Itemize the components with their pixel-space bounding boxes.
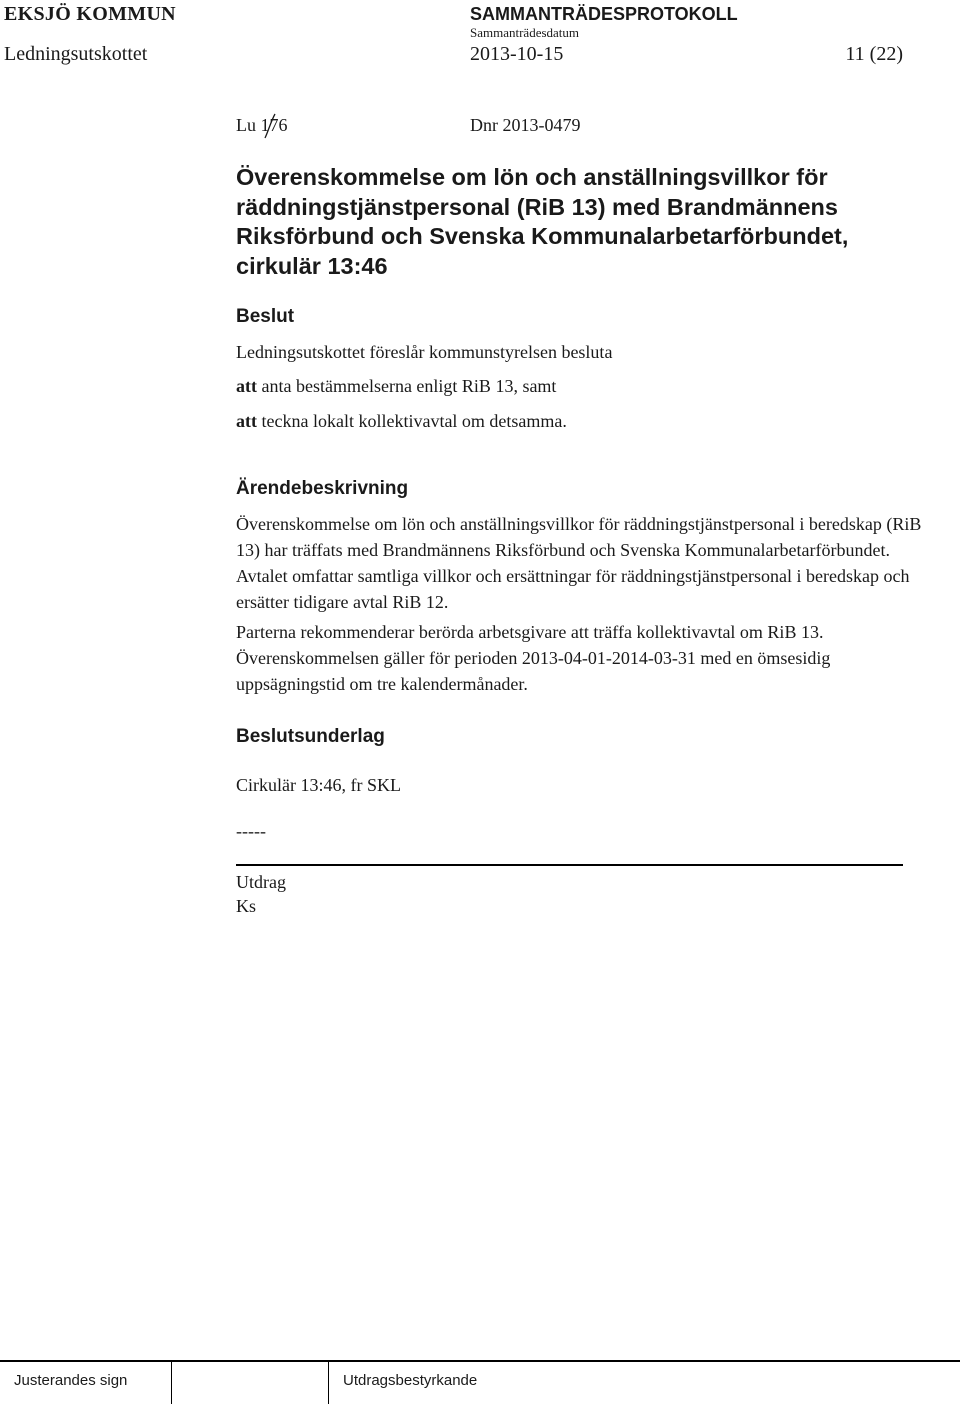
decision-heading: Beslut bbox=[236, 306, 295, 327]
basis-item: Cirkulär 13:46, fr SKL bbox=[236, 775, 401, 795]
municipality-name: EKSJÖ KOMMUN bbox=[4, 3, 176, 25]
page-number: 11 (22) bbox=[845, 43, 903, 65]
meeting-date-label: Sammanträdesdatum bbox=[470, 25, 580, 40]
committee-name: Ledningsutskottet bbox=[4, 43, 148, 65]
extract-certifying-label: Utdragsbestyrkande bbox=[343, 1372, 478, 1389]
description-paragraph: Parterna rekommenderar berörda arbetsgivare att träffa kollektivavtal om RiB 13. Överenskommelsen gäller för perioden 2013-04-01-2014-03-31 med en ömsesidig uppsägningstid om tre kalendermånader. bbox=[236, 622, 831, 694]
decision-keyword: att bbox=[236, 376, 257, 396]
decision-point bbox=[236, 411, 567, 432]
diary-number: Dnr 2013-0479 bbox=[470, 115, 581, 135]
meeting-date: 2013-10-15 bbox=[470, 43, 564, 65]
decision-keyword: att bbox=[236, 411, 257, 431]
separator: ----- bbox=[236, 821, 266, 841]
decision-text: anta bestämmelserna enligt RiB 13, samt bbox=[261, 376, 557, 396]
paragraph-mark-icon bbox=[263, 112, 277, 140]
description-heading: Ärendebeskrivning bbox=[236, 478, 409, 499]
adjusters-sign-label: Justerandes sign bbox=[14, 1372, 128, 1389]
adjusters-sign-field bbox=[171, 1362, 329, 1404]
item-number: Lu 176 bbox=[236, 115, 288, 135]
item-title: Överenskommelse om lön och anställningsvillkor för räddningstjänstpersonal (RiB 13) med Brandmännens Riksförbund och Svenska Kommunalarbetarförbundet, cirkulär 13:46 bbox=[236, 164, 849, 279]
decision-intro: Ledningsutskottet föreslår kommunstyrelsen besluta bbox=[236, 342, 613, 362]
description-paragraph: Överenskommelse om lön och anställningsvillkor för räddningstjänstpersonal i beredskap (RiB 13) har träffats med Brandmännens Riksförbund och Svenska Kommunalarbetarförbundet. Avtalet omfattar samtliga villkor och ersättningar för räddningstjänstpersonal i beredskap och ersätter tidigare avtal RiB 12. bbox=[236, 514, 922, 612]
decision-point bbox=[236, 376, 556, 397]
decision-text: teckna lokalt kollektivavtal om detsamma. bbox=[261, 411, 567, 431]
document-type: SAMMANTRÄDESPROTOKOLL bbox=[470, 4, 738, 24]
basis-heading: Beslutsunderlag bbox=[236, 726, 385, 747]
extract-recipient: Ks bbox=[236, 896, 257, 916]
extract-label: Utdrag bbox=[236, 872, 286, 892]
divider-line bbox=[236, 864, 903, 866]
